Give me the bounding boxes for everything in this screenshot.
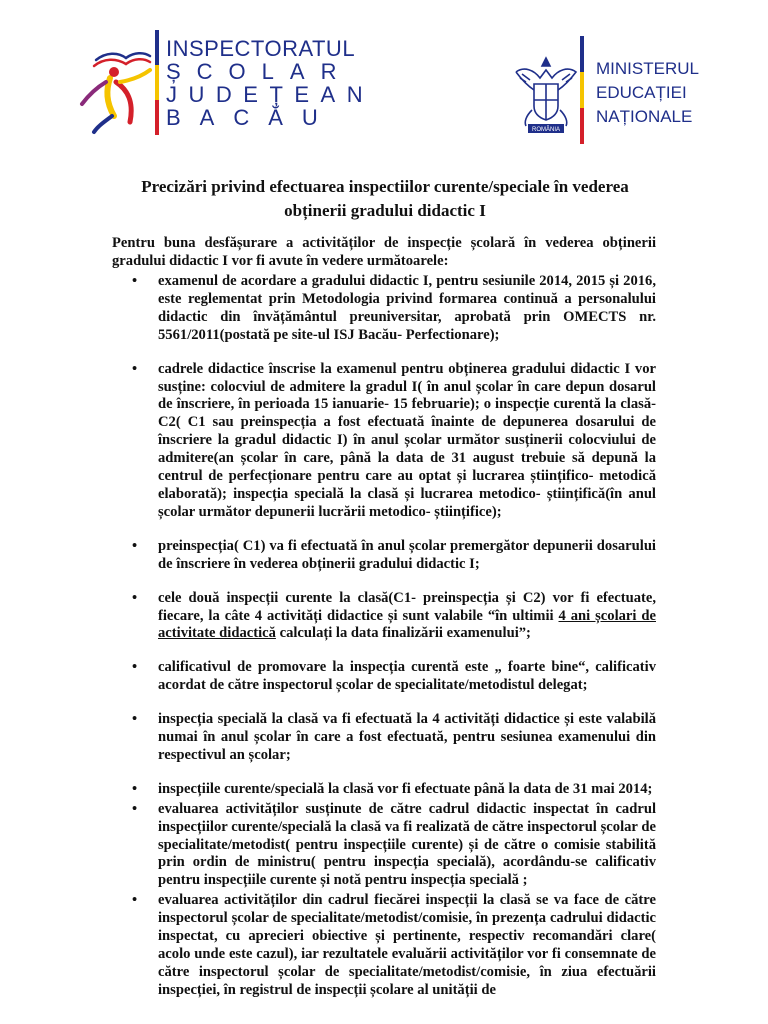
list-item: • calificativul de promovare la inspecția curentă este „ foarte bine“, calificativ acordat de către inspectorul școlar de specialitate/metodistul delegat;: [132, 659, 656, 694]
isj-book-figure-logo: [76, 30, 156, 135]
list-item-text-start: cele două inspecții curente la clasă(C1- preinspecția și C2) vor fi efectuate, fiecare, la câte 4 activități didactice și sunt valabile “în ultimii: [158, 589, 656, 624]
list-item: • inspecțiile curente/specială la clasă vor fi efectuate până la data de 31 mai 2014;: [132, 780, 653, 797]
list-item: • cadrele didactice înscrise la examenul pentru obținerea gradului didactic I vor susține: colocviul de admitere la gradul I( în anul școlar în care depun dosarul de înscriere, în perioada 15 ianuarie- 15 februarie); o inspecție curentă la clasă- C2( C1 sau preinspecția a fost efectuată înainte de depunerea dosarului de înscriere la gradul didactic I) în anul școlar următor susținerii colocviului de admitere(an școlar în care, până la data de 31 august trebuie să depună la centrul de perfecționare pentru care au optat și lucrarea științifico- metodică elaborată); inspecția specială la clasă și lucrarea metodico- științifică(în anul școlar următor depunerii lucrării metodico- științifice);: [132, 360, 656, 520]
list-item-underlined-text: 4 ani școlari de activitate didactică: [158, 607, 656, 642]
ministry-title-line-2: EDUCAȚIEI: [596, 83, 687, 102]
isj-title-line-4: BACĂU: [166, 105, 337, 130]
list-item-text-end: calculați la data finalizării examenului”;: [275, 625, 531, 642]
ministry-name: [596, 57, 699, 129]
ministry-title-line-3: NAȚIONALE: [596, 107, 693, 126]
list-item: • cele două inspecții curente la clasă(C1- preinspecția și C2) vor fi efectuate, fiecare, la câte 4 activități didactice și sunt valabile “în ultimii 4 ani școlari de activitate didactică calculați la data finalizării examenului”;: [132, 589, 656, 642]
isj-institution-name: [166, 37, 374, 129]
document-title-line-2: obținerii gradului didactic I: [284, 201, 486, 220]
list-item: • evaluarea activităților din cadrul fiecărei inspecții la clasă se va face de către inspectorul școlar de specialitate/metodist/comisie, în prezența cadrului didactic inspectat, cu aprecieri obiective și pertinente, respectiv recomandări clare( acolo unde este cazul), iar rezultatele evaluării activităților vor fi consemnate de către inspectorul școlar de specialitate/metodist/comisie, în ziua efectuării inspecției, în registrul de inspecții școlare al unității de: [132, 892, 656, 998]
list-item-text: examenul de acordare a gradului didactic I, pentru sesiunile 2014, 2015 și 2016, este reglementat prin Metodologia privind formarea continuă a personalului didactic din învățământul preuniversitar, aprobată prin OMECTS nr. 5561/2011(postată pe site-ul ISJ Bacău- Perfectionare);: [158, 273, 656, 343]
emblem-banner-text: ROMÂNIA: [531, 127, 561, 133]
list-item-text: calificativul de promovare la inspecția curentă este „ foarte bine“, calificativ acordat de către inspectorul școlar de specialitate/metodistul delegat;: [158, 659, 656, 694]
intro-paragraph: Pentru buna desfășurare a activităților de inspecție școlară în vederea obținerii gradului didactic I vor fi avute în vedere următoarele:: [112, 235, 656, 269]
list-item: • examenul de acordare a gradului didactic I, pentru sesiunile 2014, 2015 și 2016, este reglementat prin Metodologia privind formarea continuă a personalului didactic din învățământul preuniversitar, aprobată prin OMECTS nr. 5561/2011(postată pe site-ul ISJ Bacău- Perfectionare);: [132, 273, 656, 343]
list-item: • preinspecția( C1) va fi efectuată în anul școlar premergător depunerii dosarului de înscriere în vederea obținerii gradului didactic I;: [132, 537, 656, 572]
isj-title-line-2: ȘCOLAR: [166, 59, 353, 84]
isj-title-line-3: JUDEȚEAN: [166, 82, 375, 107]
list-item: • inspecția specială la clasă va fi efectuată la 4 activități didactice și este valabilă numai în anul școlar în care a fost efectuată, pentru sesiunea examenului din respectivul an școlar;: [132, 711, 656, 763]
document-title: [110, 175, 660, 223]
romania-coat-of-arms-icon: [512, 50, 580, 135]
list-item-text: inspecțiile curente/specială la clasă vor fi efectuate până la data de 31 mai 2014;: [158, 780, 653, 797]
guidelines-list: [112, 273, 656, 1000]
list-item-text: evaluarea activităților susținute de către cadrul didactic inspectat în cadrul inspecțiilor curente/specială la clasă va fi realizată de către inspectorul școlar de specialitate/metodist( pentru inspecțiile curente) și de către o comisie stabilită prin ordin de ministru( pentru inspecția specială), acordându-se calificativ pentru inspecțiile curente și notă pentru inspecția specială ;: [158, 800, 656, 889]
isj-tricolor-divider: [155, 30, 159, 135]
list-item-text: inspecția specială la clasă va fi efectuată la 4 activități didactice și este valabilă numai în anul școlar în care a fost efectuată, pentru sesiunea examenului din respectivul an școlar;: [158, 711, 656, 763]
ministry-title-line-1: MINISTERUL: [596, 59, 699, 78]
isj-title-line-1: INSPECTORATUL: [166, 36, 356, 61]
list-item: • evaluarea activităților susținute de către cadrul didactic inspectat în cadrul inspecțiilor curente/specială la clasă va fi realizată de către inspectorul școlar de specialitate/metodist( pentru inspecțiile curente) și de către o comisie stabilită prin ordin de ministru( pentru inspecția specială), acordându-se calificativ pentru inspecțiile curente și notă pentru inspecția specială ;: [132, 800, 656, 889]
letterhead: [0, 0, 768, 160]
list-item-text: cadrele didactice înscrise la examenul pentru obținerea gradului didactic I vor susține: colocviul de admitere la gradul I( în anul școlar în care depun dosarul de înscriere, în perioada 15 ianuarie- 15 februarie); o inspecție curentă la clasă- C2( C1 sau preinspecția a fost efectuată înainte de depunerea dosarului de înscriere la gradul didactic I) în anul școlar următor susținerii colocviului de admitere(an școlar în care, până la data de 31 august trebuie să depună la centrul de perfecționare pentru care au optat și lucrarea științifico- metodică elaborată); inspecția specială la clasă și lucrarea metodico- științifică(în anul școlar următor depunerii lucrării metodico- științifice);: [158, 360, 656, 520]
list-item-text: preinspecția( C1) va fi efectuată în anul școlar premergător depunerii dosarului de înscriere în vederea obținerii gradului didactic I;: [158, 537, 656, 572]
list-item-text: evaluarea activităților din cadrul fiecărei inspecții la clasă se va face de către inspectorul școlar de specialitate/metodist/comisie, în prezența cadrului didactic inspectat, cu aprecieri obiective și pertinente, respectiv recomandări clare( acolo unde este cazul), iar rezultatele evaluării activităților vor fi consemnate de către inspectorul școlar de specialitate/metodist/comisie, în ziua efectuării inspecției, în registrul de inspecții școlare al unității de: [158, 892, 656, 998]
document-title-line-1: Precizări privind efectuarea inspectiilor curente/speciale în vederea: [141, 177, 629, 196]
men-tricolor-divider: [580, 36, 584, 144]
